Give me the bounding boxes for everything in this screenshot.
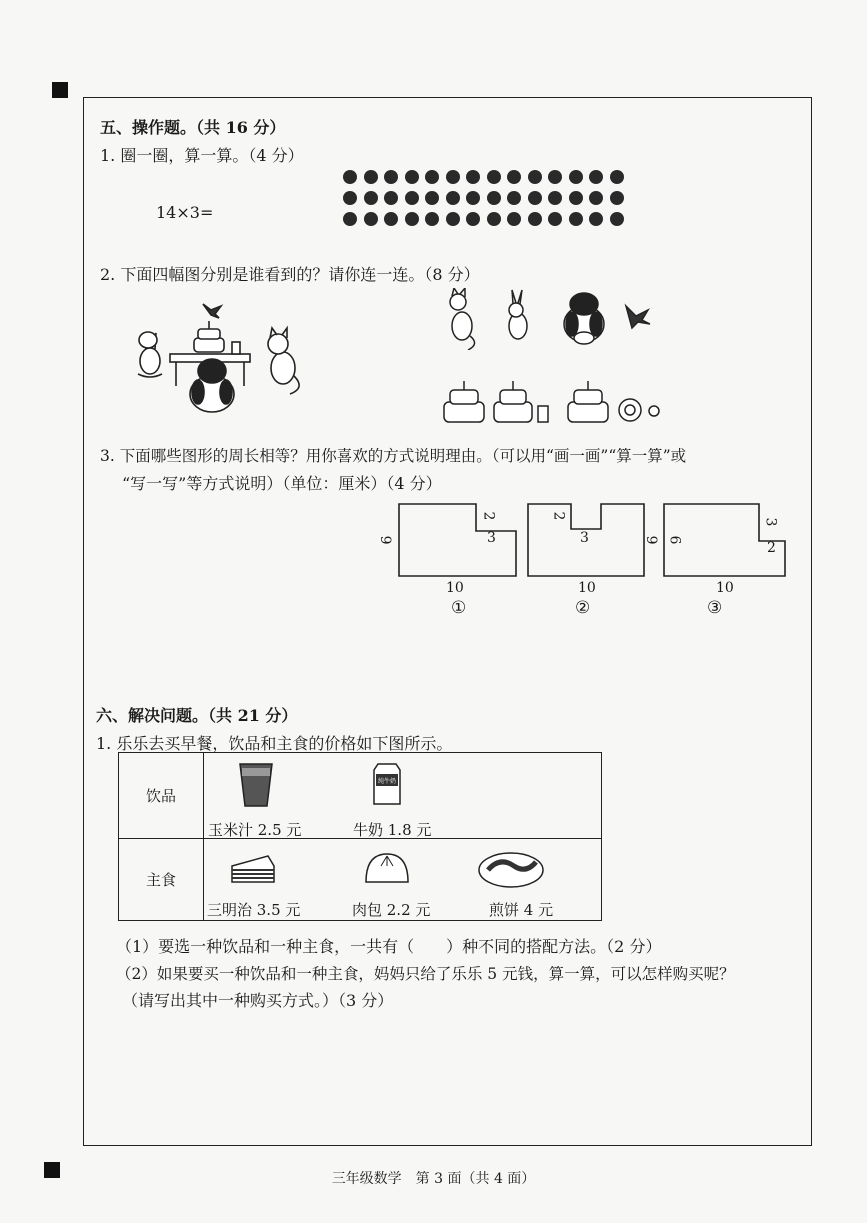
dot [384,191,398,205]
shape-1-notch-h: 2 [480,511,497,521]
q2-prompt: 2. 下面四幅图分别是谁看到的？请你连一连。（8 分） [100,265,480,284]
shape-3-number: ③ [707,598,723,618]
s6-q1-sub1: （1）要选一种饮品和一种主食，一共有（ ）种不同的搭配方法。（2 分） [116,937,662,956]
dot [384,212,398,226]
meat-bun-icon [362,850,412,886]
dot [466,170,480,184]
shape-2-number: ② [575,598,591,618]
dot [425,212,439,226]
dot [528,170,542,184]
dot [487,191,501,205]
viewpoint-figures [440,288,660,350]
shape-1 [398,503,518,578]
shape-2-width: 10 [578,580,596,596]
cake-views [438,378,668,428]
dot [405,191,419,205]
shape-2-height: 6 [645,535,662,545]
dot [466,212,480,226]
shape-3-height: 6 [666,535,683,545]
dot [589,170,603,184]
dot [405,170,419,184]
dot [343,212,357,226]
s6-q1-sub2-line1: （2）如果要买一种饮品和一种主食，妈妈只给了乐乐 5 元钱，算一算，可以怎样购买呢？ [116,965,735,983]
drink-corn-juice: 玉米汁 2.5 元 [208,821,302,839]
dot [384,170,398,184]
dot [528,212,542,226]
milk-pack-icon [370,762,404,806]
food-pancake: 煎饼 4 元 [489,901,554,919]
dot [364,170,378,184]
dot [569,212,583,226]
dot [610,191,624,205]
shape-1-width: 10 [446,580,464,596]
party-scene-illustration [128,296,308,421]
dot [343,170,357,184]
dot [569,170,583,184]
section5-title: 五、操作题。（共 16 分） [100,118,286,137]
dot [610,170,624,184]
dot [548,191,562,205]
shape-2-notch-w: 3 [580,530,589,546]
dot [343,191,357,205]
dot [425,170,439,184]
dot [610,212,624,226]
q3-prompt-line2: “写一写”等方式说明）（单位：厘米）（4 分） [122,474,442,493]
shape-2-notch-h: 2 [550,511,567,521]
dot [589,212,603,226]
s6-q1-prompt: 1. 乐乐去买早餐，饮品和主食的价格如下图所示。 [96,734,453,753]
shape-3-width: 10 [716,580,734,596]
food-category-label: 主食 [119,839,204,921]
page-footer: 三年级数学 第 3 面（共 4 面） [331,1171,536,1187]
milk-pack-text: 纯牛奶 [377,778,397,785]
dot [487,212,501,226]
dot [507,170,521,184]
dot [528,191,542,205]
shape-1-notch-w: 3 [487,530,496,546]
dot [548,212,562,226]
dot [487,170,501,184]
dot [507,212,521,226]
dot [466,191,480,205]
corn-juice-cup-icon [236,760,276,810]
shape-3-notch-w: 2 [767,540,776,556]
dot [425,191,439,205]
q3-prompt-line1: 3. 下面哪些图形的周长相等？用你喜欢的方式说明理由。（可以用“画一画”“算一算”或 [100,447,687,465]
registration-mark-top [52,82,68,98]
dot [446,170,460,184]
dot [405,212,419,226]
food-sandwich: 三明治 3.5 元 [207,901,301,919]
shape-1-number: ① [451,598,467,618]
shape-3-notch-h: 3 [762,517,779,527]
section6-title: 六、解决问题。（共 21 分） [96,706,298,725]
s6-q1-sub2-line2: （请写出其中一种购买方式。）（3 分） [122,991,394,1010]
q1-expression: 14×3= [156,203,214,222]
dot [589,191,603,205]
dot [507,191,521,205]
dot [569,191,583,205]
dot [446,212,460,226]
q1-prompt: 1. 圈一圈，算一算。（4 分） [100,146,304,165]
dot [364,212,378,226]
shape-1-height: 6 [379,535,396,545]
sandwich-icon [228,852,278,888]
dot [364,191,378,205]
drinks-category-label: 饮品 [119,753,204,839]
dot [446,191,460,205]
dot [548,170,562,184]
food-meat-bun: 肉包 2.2 元 [352,901,431,919]
pancake-icon [476,848,546,890]
drink-milk: 牛奶 1.8 元 [353,821,432,839]
